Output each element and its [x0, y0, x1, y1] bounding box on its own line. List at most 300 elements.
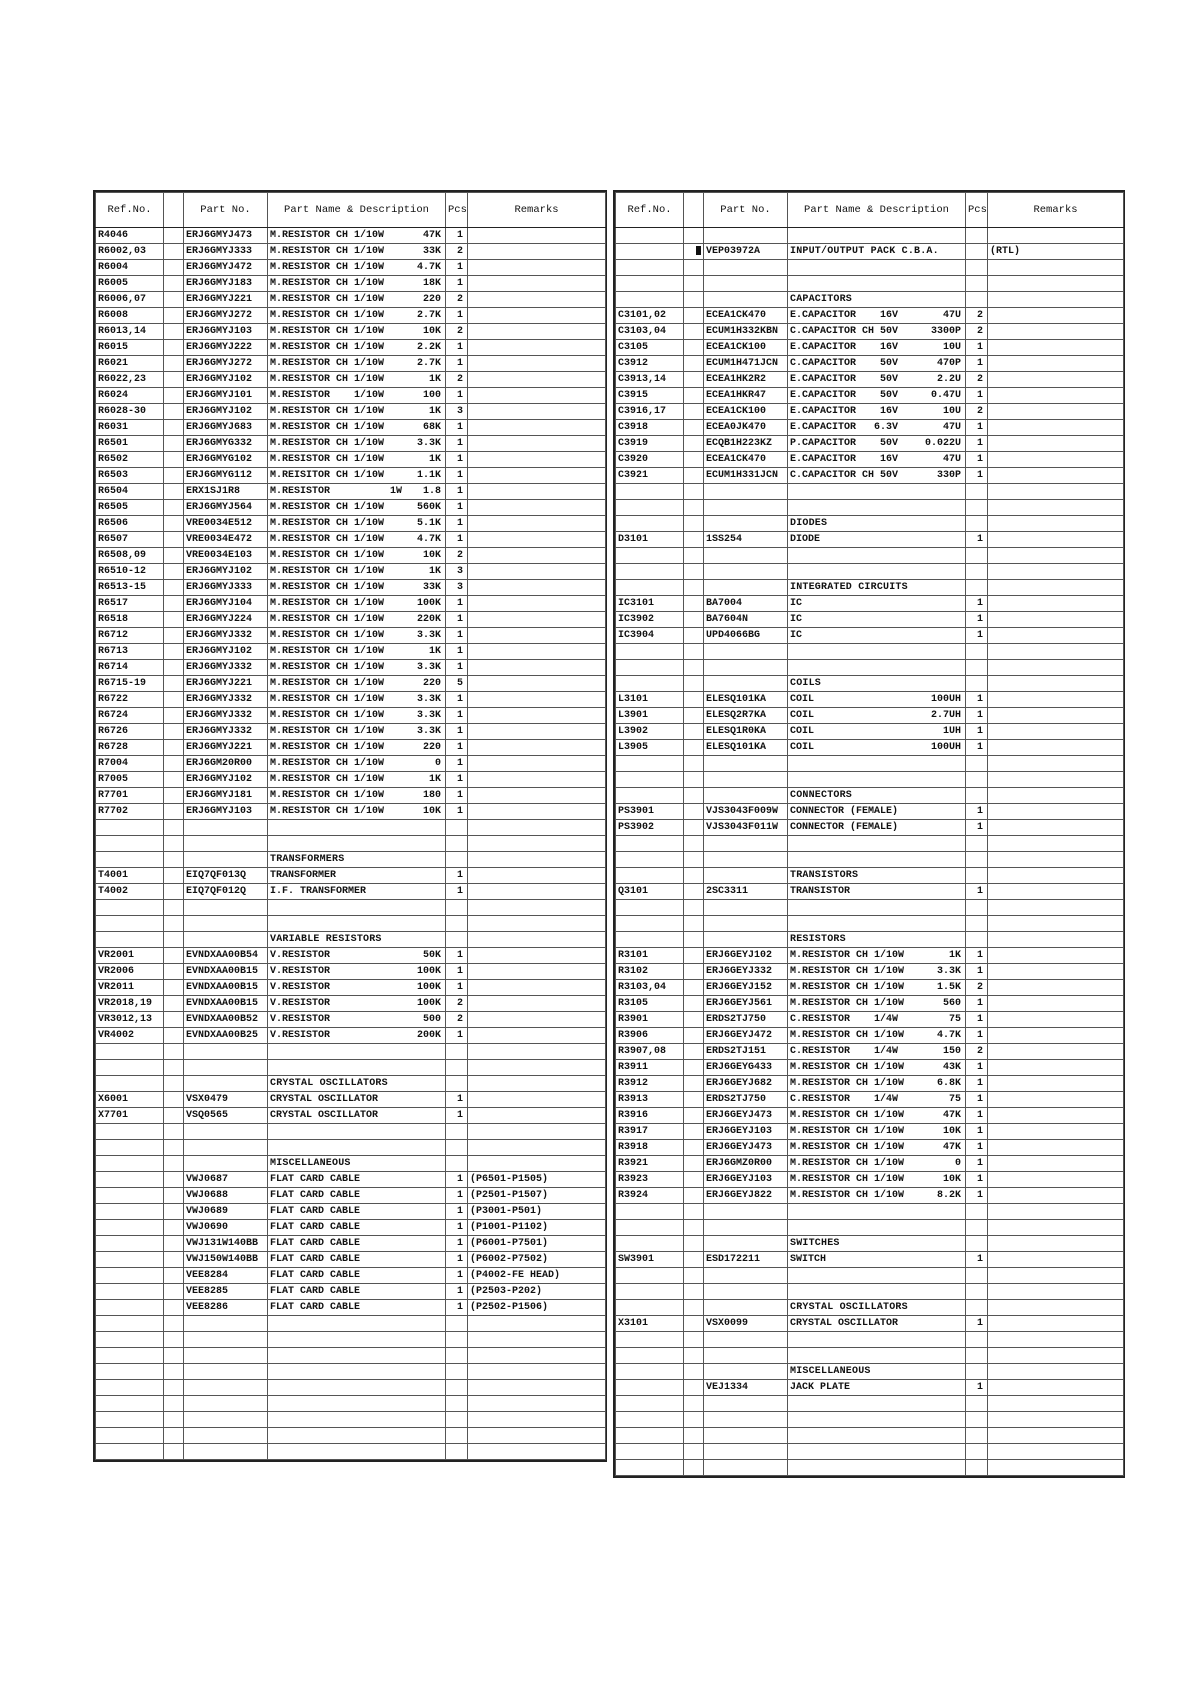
part-no-cell: ECEA1CK100: [704, 404, 788, 420]
marker-cell: [684, 548, 704, 564]
pcs-cell: 1: [446, 628, 468, 644]
remarks-cell: [468, 1380, 606, 1396]
pcs-cell: 1: [966, 1380, 988, 1396]
table-row: [616, 820, 1124, 836]
pcs-cell: [446, 1124, 468, 1140]
marker-cell: [684, 228, 704, 244]
pcs-cell: [446, 1412, 468, 1428]
marker-cell: [164, 1396, 184, 1412]
pcs-cell: [966, 660, 988, 676]
marker-cell: [684, 1316, 704, 1332]
table-row: [96, 468, 606, 484]
pcs-cell: [446, 1316, 468, 1332]
marker-cell: [684, 532, 704, 548]
remarks-cell: [468, 1316, 606, 1332]
table-row: [96, 1396, 606, 1412]
ref-no-cell: C3101,02: [616, 308, 684, 324]
description-text: M.RESISTOR CH 1/10W: [270, 502, 385, 513]
ref-no-cell: [96, 1076, 164, 1092]
pcs-cell: 1: [966, 1140, 988, 1156]
description-cell: [268, 260, 446, 276]
value-text: 1.1K: [416, 470, 441, 481]
description-text: M.RESISTOR CH 1/10W: [270, 230, 385, 241]
description-cell: [788, 996, 966, 1012]
remarks-cell: [988, 500, 1124, 516]
ref-no-cell: R3102: [616, 964, 684, 980]
table-row: [96, 1060, 606, 1076]
part-no-cell: [704, 916, 788, 932]
description-cell: [788, 724, 966, 740]
description-text: COILS: [790, 678, 822, 689]
marker-cell: [684, 340, 704, 356]
marker-cell: [164, 948, 184, 964]
ref-no-cell: [616, 868, 684, 884]
marker-cell: [164, 228, 184, 244]
marker-cell: [164, 1108, 184, 1124]
remarks-cell: [468, 724, 606, 740]
remarks-cell: [468, 228, 606, 244]
marker-cell: [164, 500, 184, 516]
description-cell: [788, 1460, 966, 1476]
value-text: 220: [422, 678, 441, 689]
table-row: [616, 868, 1124, 884]
marker-cell: [684, 756, 704, 772]
value-text: 2.2K: [416, 342, 441, 353]
table-row: [96, 676, 606, 692]
ref-no-cell: C3916,17: [616, 404, 684, 420]
marker-cell: [684, 324, 704, 340]
table-row: [96, 1236, 606, 1252]
part-no-cell: [704, 756, 788, 772]
pcs-cell: 1: [966, 468, 988, 484]
pcs-cell: [446, 916, 468, 932]
table-row: [616, 580, 1124, 596]
remarks-cell: [988, 1012, 1124, 1028]
ref-no-cell: [96, 1380, 164, 1396]
table-row: [96, 1124, 606, 1140]
value-text: 3.3K: [416, 662, 441, 673]
description-text: CRYSTAL OSCILLATOR: [270, 1094, 379, 1105]
part-no-cell: ERJ6GEYJ822: [704, 1188, 788, 1204]
description-text: FLAT CARD CABLE: [270, 1206, 361, 1217]
remarks-cell: [468, 852, 606, 868]
description-text: E.CAPACITOR 6.3V: [790, 422, 899, 433]
remarks-cell: [468, 276, 606, 292]
table-row: [96, 1092, 606, 1108]
remarks-cell: [988, 932, 1124, 948]
description-cell: [268, 436, 446, 452]
ref-no-cell: [616, 244, 684, 260]
part-no-cell: [184, 820, 268, 836]
description-cell: [788, 820, 966, 836]
table-row: [616, 404, 1124, 420]
value-text: 47U: [942, 454, 961, 465]
pcs-cell: [966, 1412, 988, 1428]
remarks-cell: [988, 1172, 1124, 1188]
part-no-cell: ERJ6GMYJ332: [184, 692, 268, 708]
part-no-cell: ECUM1H332KBN: [704, 324, 788, 340]
remarks-cell: [988, 1092, 1124, 1108]
description-text: TRANSISTORS: [790, 870, 859, 881]
value-text: 3.3K: [416, 710, 441, 721]
marker-cell: [164, 292, 184, 308]
pcs-cell: 1: [446, 612, 468, 628]
description-cell: [268, 596, 446, 612]
part-no-cell: ERJ6GEYJ103: [704, 1124, 788, 1140]
remarks-cell: [988, 916, 1124, 932]
marker-cell: [164, 708, 184, 724]
marker-cell: [684, 1108, 704, 1124]
part-no-cell: VJS3043F011W: [704, 820, 788, 836]
marker-cell: [684, 1444, 704, 1460]
description-cell: [788, 580, 966, 596]
table-row: [616, 708, 1124, 724]
table-row: [96, 1364, 606, 1380]
marker-cell: [164, 1012, 184, 1028]
value-text: 4.7K: [416, 534, 441, 545]
header-ref-no: Ref.No.: [96, 193, 164, 228]
ref-no-cell: [616, 1412, 684, 1428]
ref-no-cell: [616, 932, 684, 948]
part-no-cell: [704, 1428, 788, 1444]
description-text: M.RESISTOR CH 1/10W: [270, 358, 385, 369]
remarks-cell: [988, 660, 1124, 676]
value-text: 0.47U: [930, 390, 961, 401]
remarks-cell: [988, 516, 1124, 532]
part-no-cell: ERJ6GEYJ152: [704, 980, 788, 996]
marker-cell: [164, 788, 184, 804]
description-cell: [268, 532, 446, 548]
remarks-cell: [988, 692, 1124, 708]
table-row: [616, 228, 1124, 244]
remarks-cell: (P6001-P7501): [468, 1236, 606, 1252]
description-text: M.RESISTOR 1/10W: [270, 390, 385, 401]
marker-cell: [164, 628, 184, 644]
part-no-cell: VWJ0688: [184, 1188, 268, 1204]
part-no-cell: ERJ6GMYJ332: [184, 628, 268, 644]
description-cell: [268, 1428, 446, 1444]
pcs-cell: 1: [966, 596, 988, 612]
ref-no-cell: R6502: [96, 452, 164, 468]
table-row: [616, 1428, 1124, 1444]
description-cell: [268, 1092, 446, 1108]
description-cell: [788, 1108, 966, 1124]
marker-cell: [684, 1236, 704, 1252]
part-no-cell: ERJ6GMYJ102: [184, 372, 268, 388]
ref-no-cell: [616, 484, 684, 500]
description-text: C.CAPACITOR 50V: [790, 358, 899, 369]
marker-cell: [684, 1092, 704, 1108]
ref-no-cell: [616, 644, 684, 660]
description-cell: [788, 596, 966, 612]
remarks-cell: [988, 964, 1124, 980]
description-cell: [788, 852, 966, 868]
description-text: CONNECTOR (FEMALE): [790, 806, 899, 817]
remarks-cell: [468, 788, 606, 804]
remarks-cell: [468, 388, 606, 404]
pcs-cell: 1: [966, 708, 988, 724]
description-cell: [268, 900, 446, 916]
description-text: COIL: [790, 726, 815, 737]
ref-no-cell: R6714: [96, 660, 164, 676]
table-row: [96, 1172, 606, 1188]
description-cell: [268, 612, 446, 628]
ref-no-cell: [616, 788, 684, 804]
remarks-cell: [988, 1364, 1124, 1380]
table-row: [96, 516, 606, 532]
pcs-cell: 1: [966, 948, 988, 964]
pcs-cell: 1: [446, 884, 468, 900]
description-cell: [788, 404, 966, 420]
description-text: FLAT CARD CABLE: [270, 1190, 361, 1201]
ref-no-cell: R6728: [96, 740, 164, 756]
table-row: [96, 1268, 606, 1284]
value-text: 10U: [942, 406, 961, 417]
description-cell: [788, 1060, 966, 1076]
description-cell: [268, 452, 446, 468]
remarks-cell: [988, 852, 1124, 868]
part-no-cell: ERJ6GEYJ473: [704, 1140, 788, 1156]
pcs-cell: 1: [446, 260, 468, 276]
description-text: M.RESISTOR CH 1/10W: [270, 518, 385, 529]
table-row: [616, 772, 1124, 788]
ref-no-cell: [616, 660, 684, 676]
marker-cell: [684, 1188, 704, 1204]
table-row: [96, 1380, 606, 1396]
value-text: 33K: [422, 582, 441, 593]
remarks-cell: [468, 1060, 606, 1076]
remarks-cell: (P2503-P202): [468, 1284, 606, 1300]
part-no-cell: ERJ6GMYJ102: [184, 404, 268, 420]
description-text: CRYSTAL OSCILLATORS: [270, 1078, 388, 1089]
ref-no-cell: R6031: [96, 420, 164, 436]
pcs-cell: 1: [446, 436, 468, 452]
marker-cell: [164, 516, 184, 532]
pcs-cell: [966, 1348, 988, 1364]
description-text: M.RESISTOR CH 1/10W: [790, 1110, 905, 1121]
remarks-cell: (P6501-P1505): [468, 1172, 606, 1188]
part-no-cell: [704, 516, 788, 532]
value-text: 0: [434, 758, 441, 769]
description-text: TRANSFORMER: [270, 870, 337, 881]
description-cell: [788, 1028, 966, 1044]
pcs-cell: 1: [446, 788, 468, 804]
value-text: 0: [954, 1158, 961, 1169]
part-no-cell: EVNDXAA00B15: [184, 964, 268, 980]
remarks-cell: [988, 772, 1124, 788]
value-text: 10K: [942, 1126, 961, 1137]
part-no-cell: ERJ6GMYJ272: [184, 308, 268, 324]
description-text: M.RESISTOR CH 1/10W: [790, 1030, 905, 1041]
table-row: [96, 772, 606, 788]
marker-cell: [684, 292, 704, 308]
ref-no-cell: [616, 276, 684, 292]
ref-no-cell: [96, 836, 164, 852]
description-cell: [788, 292, 966, 308]
part-no-cell: ECQB1H223KZ: [704, 436, 788, 452]
pcs-cell: [446, 1380, 468, 1396]
marker-cell: [164, 244, 184, 260]
ref-no-cell: R3916: [616, 1108, 684, 1124]
ref-no-cell: [616, 1204, 684, 1220]
description-cell: [268, 692, 446, 708]
ref-no-cell: VR2011: [96, 980, 164, 996]
ref-no-cell: R3913: [616, 1092, 684, 1108]
part-no-cell: ERJ6GEYJ682: [704, 1076, 788, 1092]
marker-cell: [164, 596, 184, 612]
description-text: M.RESISTOR CH 1/10W: [270, 582, 385, 593]
remarks-cell: [988, 820, 1124, 836]
table-row: [96, 804, 606, 820]
value-text: 1K: [428, 454, 441, 465]
ref-no-cell: R6013,14: [96, 324, 164, 340]
ref-no-cell: R3911: [616, 1060, 684, 1076]
ref-no-cell: R6517: [96, 596, 164, 612]
table-row: [616, 388, 1124, 404]
description-text: TRANSFORMERS: [270, 854, 345, 865]
header-part-no: Part No.: [184, 193, 268, 228]
value-text: 1K: [428, 774, 441, 785]
value-text: 47K: [422, 230, 441, 241]
description-cell: [788, 1044, 966, 1060]
description-cell: [268, 964, 446, 980]
description-cell: [788, 564, 966, 580]
table-row: [616, 468, 1124, 484]
part-no-cell: EIQ7QF012Q: [184, 884, 268, 900]
table-row: [96, 404, 606, 420]
description-text: FLAT CARD CABLE: [270, 1174, 361, 1185]
table-row: [96, 628, 606, 644]
remarks-cell: [988, 1140, 1124, 1156]
remarks-cell: [988, 836, 1124, 852]
pcs-cell: 1: [966, 340, 988, 356]
ref-no-cell: R7004: [96, 756, 164, 772]
part-no-cell: EIQ7QF013Q: [184, 868, 268, 884]
description-text: M.RESISTOR CH 1/10W: [270, 278, 385, 289]
table-row: [616, 628, 1124, 644]
table-row: [616, 612, 1124, 628]
part-no-cell: ERJ6GEYG433: [704, 1060, 788, 1076]
table-row: [616, 596, 1124, 612]
remarks-cell: [988, 980, 1124, 996]
description-cell: [788, 1204, 966, 1220]
marker-cell: [164, 404, 184, 420]
description-cell: [268, 1268, 446, 1284]
ref-no-cell: VR2006: [96, 964, 164, 980]
pcs-cell: 1: [446, 308, 468, 324]
remarks-cell: [988, 1252, 1124, 1268]
part-no-cell: [184, 1332, 268, 1348]
pcs-cell: 1: [446, 1028, 468, 1044]
part-no-cell: ERJ6GMYJ272: [184, 356, 268, 372]
part-no-cell: ERJ6GMYJ102: [184, 772, 268, 788]
marker-cell: [684, 308, 704, 324]
pcs-cell: 2: [446, 1012, 468, 1028]
description-cell: [268, 1444, 446, 1460]
part-no-cell: ERDS2TJ750: [704, 1012, 788, 1028]
pcs-cell: 1: [966, 1028, 988, 1044]
table-row: [616, 308, 1124, 324]
table-header-row: [616, 193, 1124, 228]
parts-rows-right: [616, 228, 1124, 1476]
description-cell: [788, 1076, 966, 1092]
marker-cell: [164, 1252, 184, 1268]
description-text: M.RESISTOR CH 1/10W: [790, 966, 905, 977]
description-cell: [788, 1156, 966, 1172]
part-no-cell: ECEA1CK470: [704, 452, 788, 468]
pcs-cell: 5: [446, 676, 468, 692]
description-cell: [788, 740, 966, 756]
marker-cell: [164, 900, 184, 916]
pcs-cell: 1: [446, 964, 468, 980]
description-text: M.RESISTOR CH 1/10W: [270, 374, 385, 385]
ref-no-cell: R3901: [616, 1012, 684, 1028]
marker-cell: [684, 1156, 704, 1172]
description-cell: [788, 1428, 966, 1444]
remarks-cell: [988, 452, 1124, 468]
part-no-cell: ECEA1CK470: [704, 308, 788, 324]
part-no-cell: [704, 788, 788, 804]
pcs-cell: 3: [446, 404, 468, 420]
pcs-cell: [966, 1460, 988, 1476]
description-text: M.RESISTOR CH 1/10W: [270, 710, 385, 721]
ref-no-cell: [616, 1460, 684, 1476]
table-row: [616, 1156, 1124, 1172]
pcs-cell: 1: [446, 948, 468, 964]
marker-cell: [684, 692, 704, 708]
table-row: [96, 548, 606, 564]
table-row: [616, 788, 1124, 804]
ref-no-cell: R6024: [96, 388, 164, 404]
pcs-cell: [446, 1396, 468, 1412]
description-cell: [788, 1284, 966, 1300]
table-row: [616, 532, 1124, 548]
marker-cell: [684, 1300, 704, 1316]
marker-cell: [684, 388, 704, 404]
description-cell: [268, 1396, 446, 1412]
table-row: [616, 900, 1124, 916]
table-row: [96, 452, 606, 468]
marker-cell: [684, 1380, 704, 1396]
pcs-cell: [966, 868, 988, 884]
part-no-cell: [184, 1444, 268, 1460]
marker-cell: [164, 564, 184, 580]
pcs-cell: 1: [446, 980, 468, 996]
table-row: [96, 644, 606, 660]
remarks-cell: [988, 612, 1124, 628]
table-row: [616, 1348, 1124, 1364]
marker-cell: [684, 980, 704, 996]
pcs-cell: [966, 484, 988, 500]
ref-no-cell: [96, 820, 164, 836]
description-text: IC: [790, 598, 803, 609]
marker-cell: [684, 1428, 704, 1444]
ref-no-cell: [96, 1124, 164, 1140]
description-cell: [788, 308, 966, 324]
remarks-cell: [468, 964, 606, 980]
table-header-row: [96, 193, 606, 228]
description-cell: [788, 436, 966, 452]
part-no-cell: [704, 1236, 788, 1252]
part-no-cell: VEE8284: [184, 1268, 268, 1284]
table-row: [616, 292, 1124, 308]
ref-no-cell: [616, 676, 684, 692]
ref-no-cell: [96, 1172, 164, 1188]
ref-no-cell: R6021: [96, 356, 164, 372]
description-cell: [788, 804, 966, 820]
table-row: [96, 884, 606, 900]
marker-cell: [684, 996, 704, 1012]
